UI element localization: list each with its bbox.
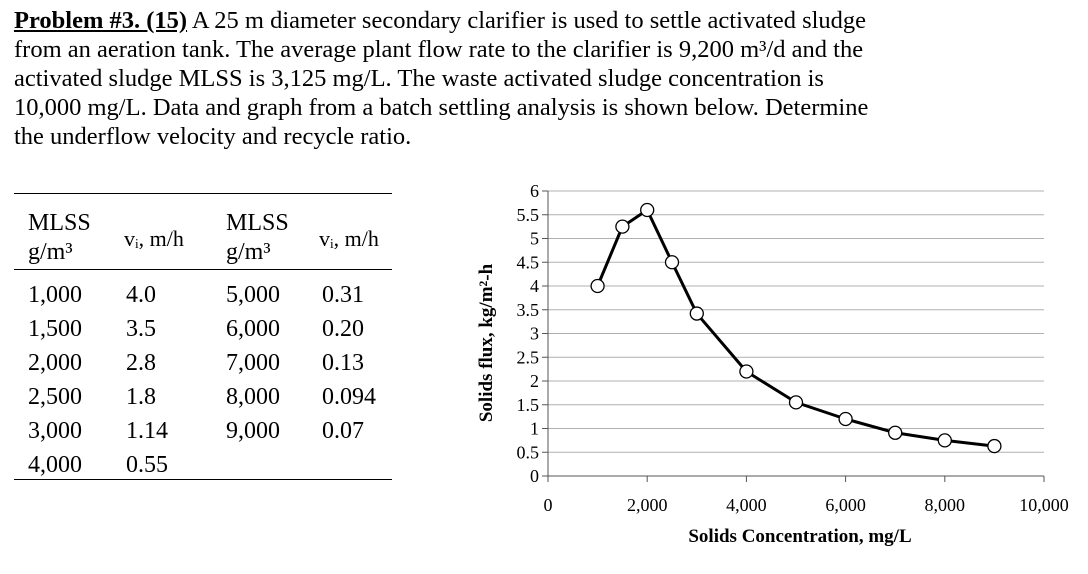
y-tick-label: 5	[530, 228, 539, 249]
header-mlss-unit-left: g/m³	[28, 239, 73, 265]
y-tick-label: 2.5	[516, 347, 539, 368]
y-tick-label: 3.5	[516, 299, 539, 320]
left-mlss-cell: 2,000	[28, 350, 82, 376]
right-mlss-cell: 7,000	[226, 350, 280, 376]
problem-line-3: activated sludge MLSS is 3,125 mg/L. The waste activated sludge concentration is	[14, 65, 824, 92]
right-mlss-cell: 5,000	[226, 282, 280, 308]
chart-series-line	[598, 210, 995, 446]
left-vi-cell: 2.8	[126, 350, 156, 376]
left-vi-cell: 1.14	[126, 418, 168, 444]
right-vi-cell: 0.31	[322, 282, 364, 308]
left-mlss-cell: 1,500	[28, 316, 82, 342]
y-tick-label: 4.5	[516, 252, 539, 273]
x-tick-label: 10,000	[1019, 495, 1069, 515]
data-point	[889, 426, 902, 439]
x-tick-label: 8,000	[924, 495, 966, 515]
data-point	[988, 440, 1001, 453]
right-mlss-cell: 6,000	[226, 316, 280, 342]
chart-points	[591, 204, 1001, 453]
data-point	[839, 413, 852, 426]
y-tick-label: 0	[530, 466, 539, 486]
right-vi-cell: 0.13	[322, 350, 364, 376]
y-axis-title: Solids flux, kg/m²-h	[476, 263, 497, 423]
right-mlss-cell: 8,000	[226, 384, 280, 410]
x-tick-label: 0	[543, 495, 553, 515]
problem-line-2: from an aeration tank. The average plant flow rate to the clarifier is 9,200 m³/d and the	[14, 36, 864, 63]
y-tick-label: 2	[530, 371, 539, 391]
problem-line-5: the underflow velocity and recycle ratio.	[14, 123, 412, 150]
header-mlss-left: MLSS	[28, 210, 91, 236]
right-vi-cell: 0.20	[322, 316, 364, 342]
y-tick-label: 3	[530, 323, 539, 344]
y-tick-label: 0.5	[516, 442, 539, 463]
data-point	[938, 434, 951, 447]
data-point	[690, 307, 703, 320]
data-point	[591, 280, 604, 293]
table-header-rule	[14, 269, 392, 270]
left-vi-cell: 4.0	[126, 282, 156, 308]
data-point	[641, 204, 654, 217]
solids-flux-chart	[470, 180, 1080, 555]
flux-curve-line	[598, 210, 995, 446]
left-mlss-cell: 2,500	[28, 384, 82, 410]
header-vi-right: vᵢ, m/h	[319, 226, 379, 251]
table-bottom-rule	[14, 479, 392, 480]
problem-label: Problem #3. (15)	[14, 7, 188, 34]
right-vi-cell: 0.07	[322, 418, 364, 444]
data-point	[616, 220, 629, 233]
left-vi-cell: 3.5	[126, 316, 156, 342]
data-point	[790, 396, 803, 409]
problem-line-1: Problem #3. (15) A 25 m diameter secondary clarifier is used to settle activated sludge	[14, 7, 867, 34]
header-vi-left: vᵢ, m/h	[124, 226, 184, 251]
y-tick-label: 1	[530, 418, 539, 439]
left-vi-cell: 1.8	[126, 384, 156, 410]
chart-axes	[517, 181, 1069, 515]
x-tick-label: 4,000	[726, 495, 767, 515]
left-mlss-cell: 1,000	[28, 282, 82, 308]
left-mlss-cell: 4,000	[28, 452, 82, 478]
right-vi-cell: 0.094	[322, 384, 376, 410]
problem-line-4: 10,000 mg/L. Data and graph from a batch settling analysis is shown below. Determine	[14, 94, 869, 121]
left-mlss-cell: 3,000	[28, 418, 82, 444]
header-mlss-unit-right: g/m³	[226, 239, 271, 265]
header-mlss-right: MLSS	[226, 210, 289, 236]
y-tick-label: 6	[530, 181, 539, 201]
right-mlss-cell: 9,000	[226, 418, 280, 444]
y-tick-label: 5.5	[516, 204, 539, 225]
y-tick-label: 1.5	[516, 394, 539, 415]
data-point	[666, 256, 679, 269]
problem-statement	[14, 6, 1074, 151]
data-point	[740, 365, 753, 378]
x-tick-label: 6,000	[825, 495, 866, 515]
left-vi-cell: 0.55	[126, 452, 168, 478]
x-axis-title: Solids Concentration, mg/L	[688, 526, 912, 547]
y-tick-label: 4	[530, 276, 539, 296]
x-tick-label: 2,000	[626, 495, 668, 515]
table-top-rule	[14, 193, 392, 194]
